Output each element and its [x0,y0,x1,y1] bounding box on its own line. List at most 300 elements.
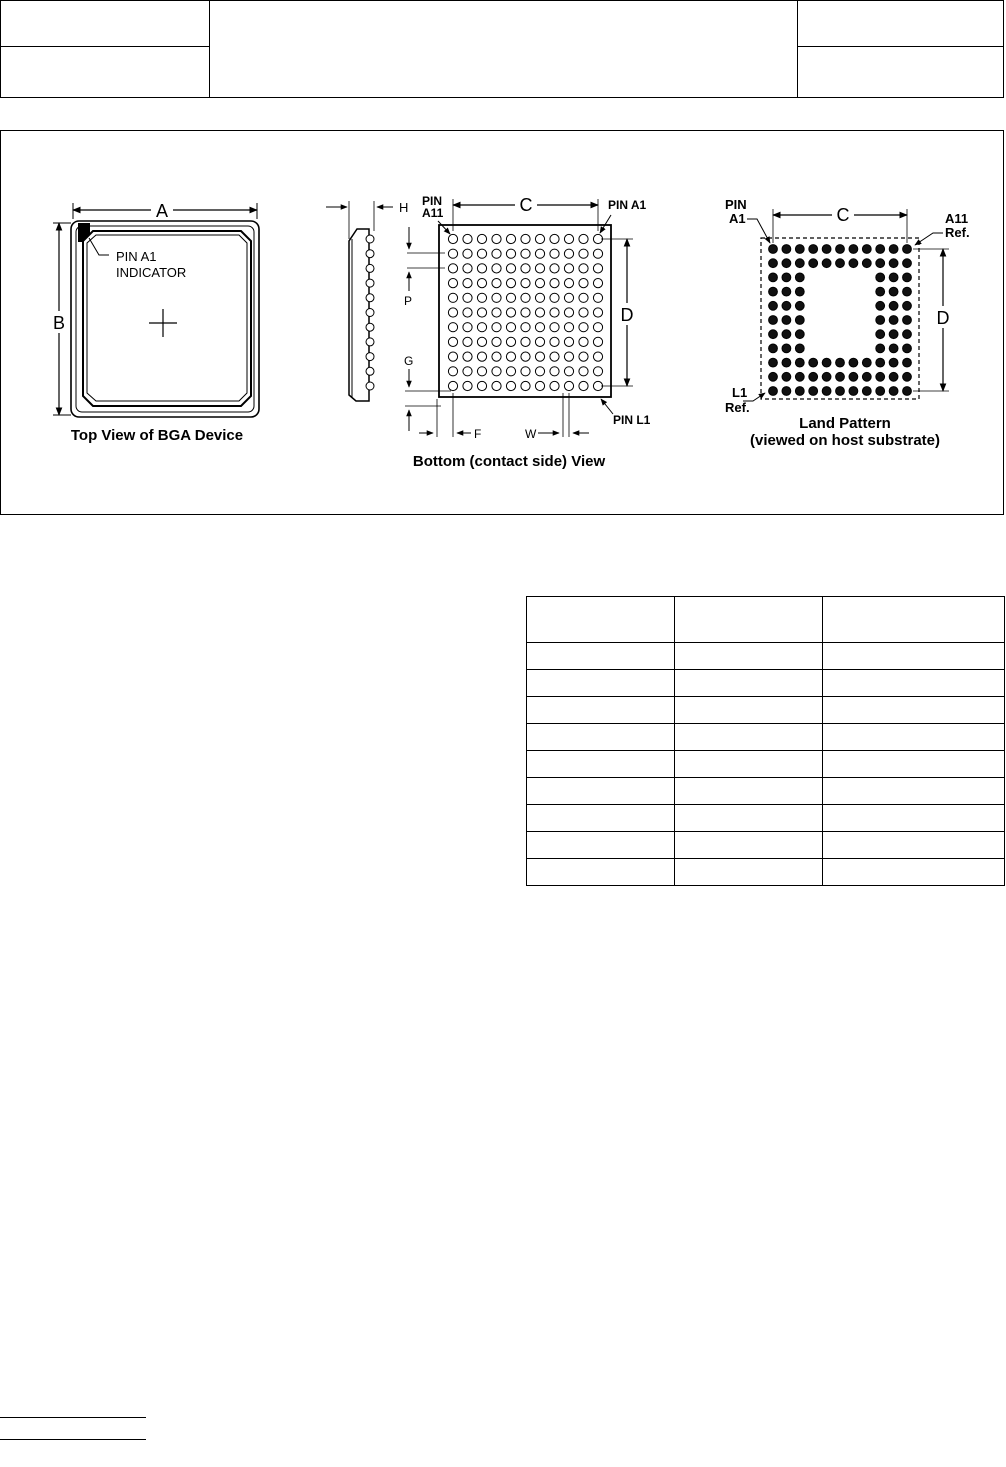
solder-ball [535,352,544,361]
solder-ball [448,367,457,376]
solder-ball [463,264,472,273]
land-pad [889,387,898,396]
solder-ball [535,264,544,273]
land-pad [876,387,885,396]
solder-ball [477,381,486,390]
l1-ref-label-1: L1 [732,385,748,400]
land-pad [795,344,804,353]
land-pad [903,316,912,325]
dimension-b-label: B [52,313,66,333]
table-header-cell [823,597,1005,643]
land-pad [782,344,791,353]
solder-ball [550,308,559,317]
solder-ball [550,249,559,258]
solder-ball [448,352,457,361]
table-row [527,778,1005,805]
solder-ball [492,308,501,317]
land-pad [889,330,898,339]
solder-ball [564,264,573,273]
solder-ball [564,308,573,317]
land-pad [849,245,858,254]
solder-ball [477,234,486,243]
land-pad [849,372,858,381]
land-pad [795,387,804,396]
land-pad [903,358,912,367]
solder-ball [463,308,472,317]
header-divider [797,46,1003,47]
side-solder-ball [366,235,374,243]
side-solder-ball [366,338,374,346]
land-dimension-d-label: D [936,308,950,328]
table-header-cell [527,597,675,643]
pin-a11-label-1: PIN [422,194,443,208]
land-pattern-pads [769,245,912,396]
solder-ball [521,352,530,361]
land-pad [769,330,778,339]
table-cell [527,778,675,805]
land-pad [889,259,898,268]
land-pad [903,330,912,339]
land-pad [903,344,912,353]
side-solder-ball [366,367,374,375]
solder-ball [564,352,573,361]
solder-ball [448,308,457,317]
table-cell [674,805,823,832]
land-pad [889,273,898,282]
land-pad [769,344,778,353]
solder-ball [463,249,472,258]
solder-ball [477,352,486,361]
land-pad [836,245,845,254]
side-solder-ball [366,323,374,331]
land-pad [795,301,804,310]
side-solder-ball [366,264,374,272]
table-cell [823,724,1005,751]
dimension-w-label: W [525,427,537,441]
table-cell [674,778,823,805]
land-pad [769,273,778,282]
table-cell [527,643,675,670]
dimension-a-label: A [155,201,169,221]
land-pin-a1-label-1: PIN [725,197,747,212]
solder-ball [448,293,457,302]
solder-ball [550,323,559,332]
side-solder-ball [366,279,374,287]
side-solder-ball [366,382,374,390]
solder-ball [579,381,588,390]
solder-ball [535,234,544,243]
a11-ref-label-2: Ref. [945,225,970,240]
land-pad [782,372,791,381]
land-pad [903,287,912,296]
land-pad [876,259,885,268]
solder-ball [448,264,457,273]
table-cell [527,670,675,697]
land-pad [795,330,804,339]
table-cell [674,697,823,724]
solder-ball [492,381,501,390]
land-pad [836,387,845,396]
table-cell [674,670,823,697]
land-pad [769,287,778,296]
solder-ball [506,381,515,390]
solder-ball [593,279,602,288]
land-pad [849,358,858,367]
land-pad [903,301,912,310]
table-cell [823,805,1005,832]
header-divider [797,1,798,97]
solder-ball [535,323,544,332]
solder-ball [506,293,515,302]
table-cell [674,859,823,886]
package-drawing-figure [0,130,1004,515]
table-cell [674,751,823,778]
land-pad [782,301,791,310]
land-pad [795,287,804,296]
land-pad [809,259,818,268]
solder-ball [564,293,573,302]
land-pad [862,259,871,268]
solder-ball [579,279,588,288]
table-cell [823,643,1005,670]
table-cell [823,832,1005,859]
solder-ball [463,352,472,361]
solder-ball [492,352,501,361]
solder-ball [564,337,573,346]
land-pad [769,245,778,254]
land-pad [876,372,885,381]
solder-ball [463,279,472,288]
die-outline [83,231,251,406]
land-pad [862,245,871,254]
table-cell [823,778,1005,805]
solder-ball [521,308,530,317]
solder-ball [564,249,573,258]
land-dimension-c-label: C [836,205,850,225]
solder-ball [506,337,515,346]
land-pad [795,273,804,282]
header-divider [209,1,210,97]
table-row [527,859,1005,886]
dimension-h-label: H [399,200,409,215]
solder-ball [593,308,602,317]
land-pad [849,259,858,268]
land-pad [822,387,831,396]
footnote-rule [0,1439,146,1440]
solder-ball [492,293,501,302]
solder-ball [593,323,602,332]
land-pattern-caption-1: Land Pattern [799,415,891,432]
solder-ball [492,367,501,376]
pin-a1-indicator-label-2: INDICATOR [116,265,187,280]
solder-ball [521,381,530,390]
land-pad [889,344,898,353]
solder-ball [492,279,501,288]
solder-ball [463,381,472,390]
land-pad [795,245,804,254]
solder-ball [550,279,559,288]
land-pad [769,301,778,310]
solder-ball [535,381,544,390]
package-drawing-svg [1,131,1005,516]
solder-ball [535,308,544,317]
table-row [527,805,1005,832]
solder-ball [506,279,515,288]
land-pad [903,372,912,381]
solder-ball [448,381,457,390]
land-pattern [725,197,970,449]
pin-a1-indicator-mark [78,223,90,242]
side-solder-ball [366,309,374,317]
land-pad [782,287,791,296]
table-cell [674,832,823,859]
solder-ball [448,337,457,346]
land-pad [876,287,885,296]
footnote-rule [0,1417,146,1418]
land-pad [889,372,898,381]
table-row [527,724,1005,751]
dimension-p-label: P [404,294,413,308]
table-cell [674,643,823,670]
land-pad [809,372,818,381]
dimension-d-label: D [620,305,634,325]
solder-ball [492,234,501,243]
solder-ball [550,352,559,361]
solder-ball [463,293,472,302]
solder-ball [535,367,544,376]
bottom-ball-grid [448,234,602,390]
land-pad [782,273,791,282]
solder-ball [477,308,486,317]
solder-ball [579,249,588,258]
land-pad [903,259,912,268]
top-view-caption: Top View of BGA Device [70,427,244,444]
solder-ball [593,293,602,302]
solder-ball [593,249,602,258]
top-view [49,201,259,444]
solder-ball [521,337,530,346]
solder-ball [564,279,573,288]
solder-ball [506,367,515,376]
solder-ball [521,279,530,288]
table-cell [527,751,675,778]
solder-ball [477,367,486,376]
solder-ball [463,234,472,243]
solder-ball [506,323,515,332]
solder-ball [448,249,457,258]
solder-ball [550,264,559,273]
package-inner-outline [76,226,254,412]
land-pad [795,259,804,268]
land-pad [903,387,912,396]
table-row [527,697,1005,724]
solder-ball [579,293,588,302]
pin-a1-label: PIN A1 [608,198,647,212]
solder-ball [564,323,573,332]
land-pad [769,358,778,367]
land-pad [876,301,885,310]
solder-ball [535,249,544,258]
header-box [0,0,1004,98]
solder-ball [550,367,559,376]
land-pad [876,245,885,254]
solder-ball [550,234,559,243]
solder-ball [579,337,588,346]
table-cell [527,859,675,886]
solder-ball [579,323,588,332]
land-pad [836,358,845,367]
solder-ball [550,381,559,390]
side-solder-ball [366,353,374,361]
solder-ball [521,367,530,376]
land-pad [782,245,791,254]
solder-ball [492,264,501,273]
solder-ball [463,337,472,346]
solder-ball [463,367,472,376]
side-solder-balls [366,235,374,390]
table-cell [823,670,1005,697]
solder-ball [521,323,530,332]
solder-ball [463,323,472,332]
land-pad [782,358,791,367]
land-pad [876,344,885,353]
dimension-f-label: F [474,427,482,441]
solder-ball [579,352,588,361]
table-cell [674,724,823,751]
die-inner-outline [87,235,247,401]
land-pin-a1-label-2: A1 [729,211,746,226]
solder-ball [564,234,573,243]
land-pad [782,387,791,396]
table-header-cell [674,597,823,643]
land-pad [862,387,871,396]
land-pad [876,316,885,325]
pin-a11-label-2: A11 [422,206,444,220]
solder-ball [535,337,544,346]
solder-ball [477,264,486,273]
table-row [527,670,1005,697]
land-pad [795,358,804,367]
land-pad [795,372,804,381]
pin-a1-indicator-leader [89,238,109,255]
land-pad [822,372,831,381]
land-pad [809,245,818,254]
land-pad [876,358,885,367]
solder-ball [492,337,501,346]
solder-ball [593,352,602,361]
dimension-g-label: G [404,354,414,368]
table-row [527,751,1005,778]
land-pad [782,259,791,268]
solder-ball [593,264,602,273]
land-pad [782,330,791,339]
land-pad [795,316,804,325]
solder-ball [521,234,530,243]
solder-ball [477,249,486,258]
header-divider [1,46,209,47]
land-pad [809,358,818,367]
solder-ball [564,381,573,390]
solder-ball [477,337,486,346]
solder-ball [564,367,573,376]
table-cell [823,697,1005,724]
solder-ball [535,279,544,288]
solder-ball [579,264,588,273]
solder-ball [521,264,530,273]
solder-ball [448,323,457,332]
side-solder-ball [366,250,374,258]
land-pad [876,273,885,282]
package-outline [71,221,259,417]
land-pad [769,316,778,325]
pin-a1-leader [600,215,611,233]
l1-ref-label-2: Ref. [725,400,750,415]
land-pad [822,358,831,367]
dimension-c-label: C [519,195,533,215]
land-pin-a1-leader [747,219,770,243]
table-cell [527,724,675,751]
solder-ball [506,264,515,273]
solder-ball [477,293,486,302]
land-pad [822,259,831,268]
solder-ball [448,234,457,243]
land-pad [769,259,778,268]
table-cell [527,805,675,832]
dimension-table [526,596,1005,886]
land-pad [889,358,898,367]
solder-ball [506,352,515,361]
bottom-view [326,194,651,470]
land-pad [889,301,898,310]
table-cell [823,751,1005,778]
pin-l1-leader [601,399,613,414]
solder-ball [593,367,602,376]
land-pad [903,245,912,254]
solder-ball [579,308,588,317]
solder-ball [492,323,501,332]
land-pad [862,372,871,381]
solder-ball [579,367,588,376]
land-pad [836,259,845,268]
pin-l1-label: PIN L1 [613,413,651,427]
land-pad [769,387,778,396]
solder-ball [506,249,515,258]
land-pad [822,245,831,254]
land-pad [782,316,791,325]
land-pad [889,316,898,325]
land-pad [809,387,818,396]
solder-ball [550,337,559,346]
solder-ball [550,293,559,302]
solder-ball [477,323,486,332]
land-pad [889,245,898,254]
solder-ball [477,279,486,288]
solder-ball [448,279,457,288]
land-pad [862,358,871,367]
table-cell [823,859,1005,886]
table-row [527,643,1005,670]
side-solder-ball [366,294,374,302]
a11-ref-label-1: A11 [945,211,969,226]
land-pad [876,330,885,339]
solder-ball [506,308,515,317]
solder-ball [593,337,602,346]
solder-ball [535,293,544,302]
solder-ball [506,234,515,243]
land-pad [769,372,778,381]
land-pad [836,372,845,381]
solder-ball [521,249,530,258]
